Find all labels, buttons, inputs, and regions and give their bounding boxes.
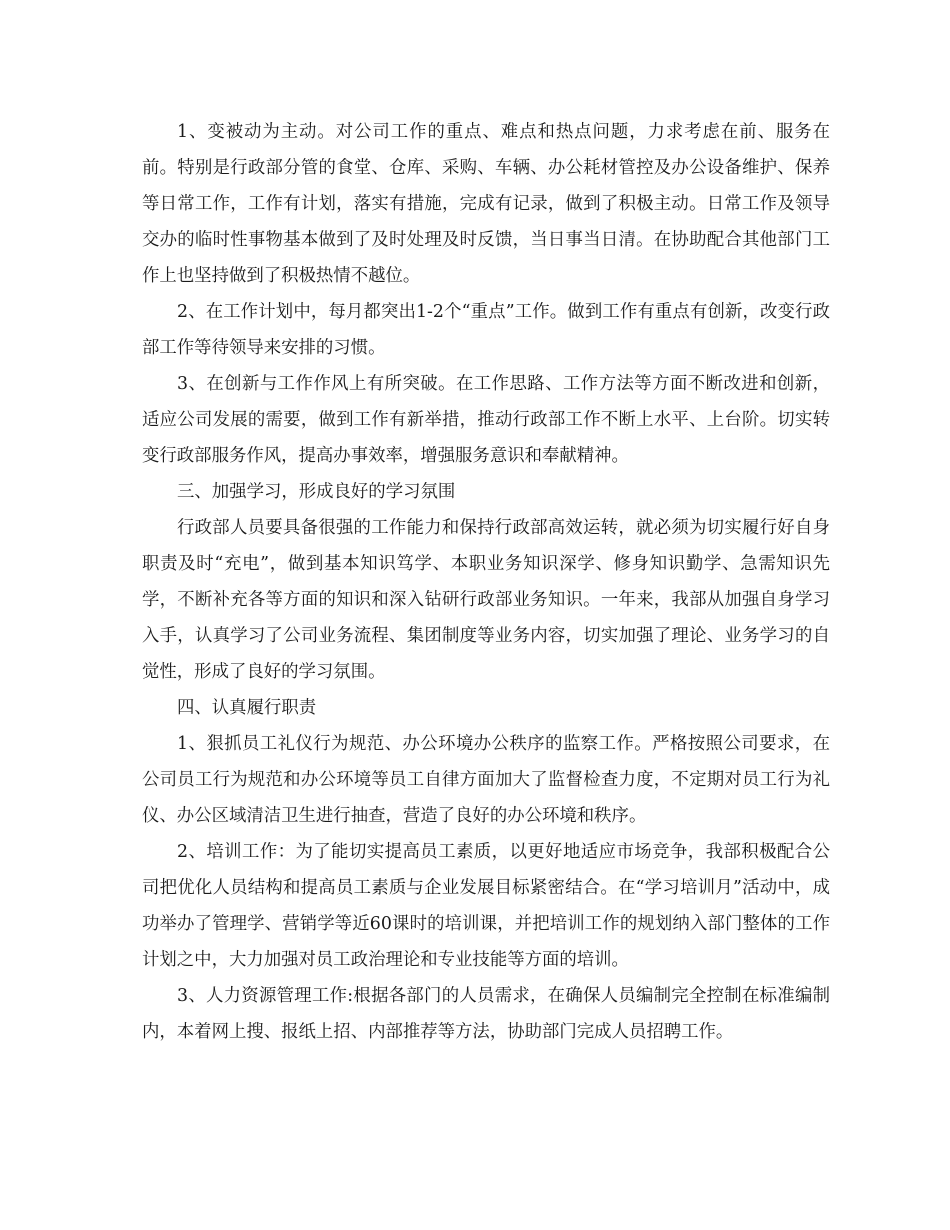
paragraph-6: 2、培训工作：为了能切实提高员工素质，以更好地适应市场竞争，我部积极配合公司把优化人员结构和提高员工素质与企业发展目标紧密结合。在“学习培训月”活动中，成功举办了管理学、营销学等近60课时的培训课，并把培训工作的规划纳入部门整体的工作计划之中，大力加强对员工政治理论和专业技能等方面的培训。 [142, 842, 830, 970]
document-body [142, 114, 830, 1050]
paragraph-7: 3、人力资源管理工作:根据各部门的人员需求，在确保人员编制完全控制在标准编制内，本着网上搜、报纸上招、内部推荐等方法，协助部门完成人员招聘工作。 [142, 986, 830, 1042]
paragraph-2: 2、在工作计划中，每月都突出1-2个“重点”工作。做到工作有重点有创新，改变行政部工作等待领导来安排的习惯。 [142, 302, 830, 358]
paragraph-3: 3、在创新与工作作风上有所突破。在工作思路、工作方法等方面不断改进和创新，适应公司发展的需要，做到工作有新举措，推动行政部工作不断上水平、上台阶。切实转变行政部服务作风，提高办事效率，增强服务意识和奉献精神。 [142, 374, 830, 466]
paragraph-1: 1、变被动为主动。对公司工作的重点、难点和热点问题，力求考虑在前、服务在前。特别是行政部分管的食堂、仓库、采购、车辆、办公耗材管控及办公设备维护、保养等日常工作，工作有计划，落实有措施，完成有记录，做到了积极主动。日常工作及领导交办的临时性事物基本做到了及时处理及时反馈，当日事当日清。在协助配合其他部门工作上也坚持做到了积极热情不越位。 [142, 122, 830, 286]
section-heading-4: 四、认真履行职责 [177, 698, 317, 718]
paragraph-4: 行政部人员要具备很强的工作能力和保持行政部高效运转，就必须为切实履行好自身职责及时“充电”，做到基本知识笃学、本职业务知识深学、修身知识勤学、急需知识先学，不断补充各等方面的知识和深入钻研行政部业务知识。一年来，我部从加强自身学习入手，认真学习了公司业务流程、集团制度等业务内容，切实加强了理论、业务学习的自觉性，形成了良好的学习氛围。 [142, 518, 830, 682]
section-heading-3: 三、加强学习，形成良好的学习氛围 [177, 482, 456, 502]
paragraph-5: 1、狠抓员工礼仪行为规范、办公环境办公秩序的监察工作。严格按照公司要求，在公司员工行为规范和办公环境等员工自律方面加大了监督检查力度，不定期对员工行为礼仪、办公区域清洁卫生进行抽查，营造了良好的办公环境和秩序。 [142, 734, 830, 826]
